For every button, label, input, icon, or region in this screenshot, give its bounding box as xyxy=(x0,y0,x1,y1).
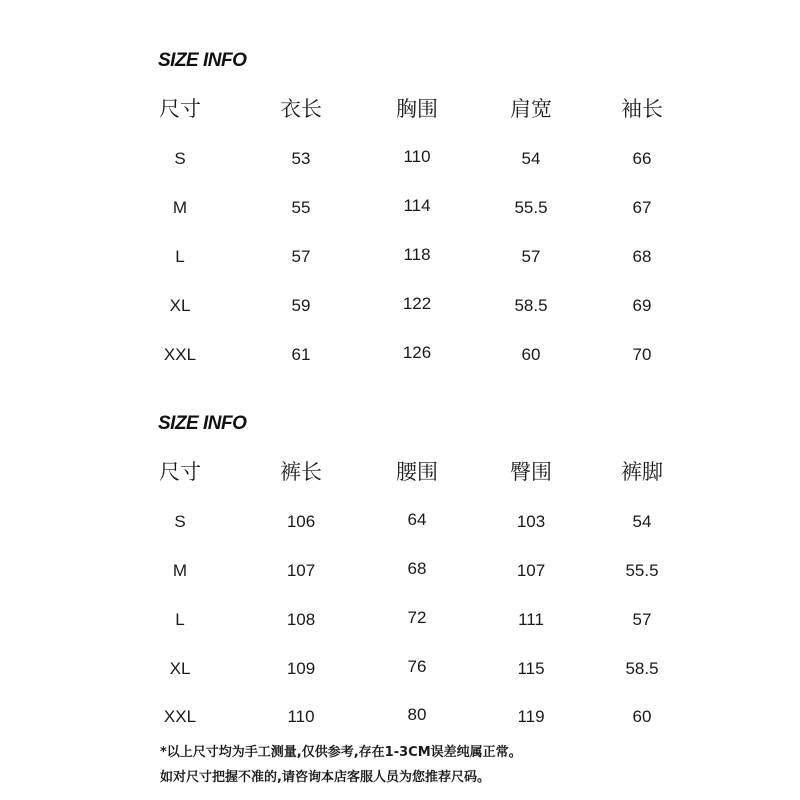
table-cell: 76 xyxy=(407,657,427,676)
table-cell: 64 xyxy=(407,510,427,529)
table-cell: 111 xyxy=(518,610,544,629)
table-cell: 61 xyxy=(291,345,311,364)
measurement-note: *以上尺寸均为手工测量,仅供参考,存在1-3CM误差纯属正常。 xyxy=(160,745,522,760)
size-label: XL xyxy=(169,659,191,678)
table-cell: 110 xyxy=(287,707,315,726)
table-cell: 118 xyxy=(403,245,431,264)
table-cell: 57 xyxy=(632,610,652,629)
table-cell: 55.5 xyxy=(514,198,548,217)
table-cell: 107 xyxy=(516,561,546,580)
table-cell: 68 xyxy=(632,247,652,266)
table-cell: 68 xyxy=(407,559,427,578)
table-cell: 67 xyxy=(632,198,652,217)
table-cell: 107 xyxy=(286,561,316,580)
size-label: S xyxy=(174,149,186,168)
table-cell: 57 xyxy=(291,247,311,266)
table-cell: 58.5 xyxy=(625,659,659,678)
table-cell: 108 xyxy=(286,610,316,629)
table-cell: 122 xyxy=(402,294,432,313)
table-cell: 106 xyxy=(286,512,316,531)
table-cell: 110 xyxy=(403,147,431,166)
table-cell: 57 xyxy=(521,247,541,266)
size-label: XL xyxy=(169,296,191,315)
table1-header-size: 尺寸 xyxy=(159,97,201,121)
table-cell: 126 xyxy=(402,343,432,362)
table-cell: 60 xyxy=(521,345,541,364)
table1-title: SIZE INFO xyxy=(158,50,247,71)
table1-header-shoulder: 肩宽 xyxy=(510,97,552,121)
table-cell: 66 xyxy=(632,149,652,168)
table2-header-waist: 腰围 xyxy=(396,460,438,484)
table-cell: 69 xyxy=(632,296,652,315)
table-cell: 109 xyxy=(286,659,316,678)
table2-title: SIZE INFO xyxy=(158,413,247,434)
table1-header-sleeve: 袖长 xyxy=(621,97,663,121)
size-advice-note: 如对尺寸把握不准的,请咨询本店客服人员为您推荐尺码。 xyxy=(160,770,490,785)
table-cell: 55.5 xyxy=(625,561,659,580)
table2-header-size: 尺寸 xyxy=(159,460,201,484)
size-label: M xyxy=(172,198,188,217)
table-cell: 115 xyxy=(517,659,545,678)
table-cell: 103 xyxy=(516,512,546,531)
size-label: L xyxy=(175,610,185,629)
table2-header-hip: 臀围 xyxy=(510,460,552,484)
table-cell: 60 xyxy=(632,707,652,726)
table-cell: 59 xyxy=(291,296,311,315)
table-cell: 54 xyxy=(521,149,541,168)
table-cell: 53 xyxy=(291,149,311,168)
table1-header-chest: 胸围 xyxy=(396,97,438,121)
size-label: M xyxy=(172,561,188,580)
table-cell: 114 xyxy=(403,196,431,215)
size-label: L xyxy=(175,247,185,266)
table-cell: 80 xyxy=(407,705,427,724)
size-label: XXL xyxy=(163,707,197,726)
table-cell: 72 xyxy=(407,608,427,627)
size-label: S xyxy=(174,512,186,531)
table-cell: 55 xyxy=(291,198,311,217)
size-label: XXL xyxy=(163,345,197,364)
table2-header-length: 裤长 xyxy=(280,460,322,484)
table-cell: 70 xyxy=(632,345,652,364)
table-cell: 119 xyxy=(517,707,545,726)
table2-header-leg-opening: 裤脚 xyxy=(621,460,663,484)
table-cell: 58.5 xyxy=(514,296,548,315)
table1-header-length: 衣长 xyxy=(280,97,322,121)
table-cell: 54 xyxy=(632,512,652,531)
